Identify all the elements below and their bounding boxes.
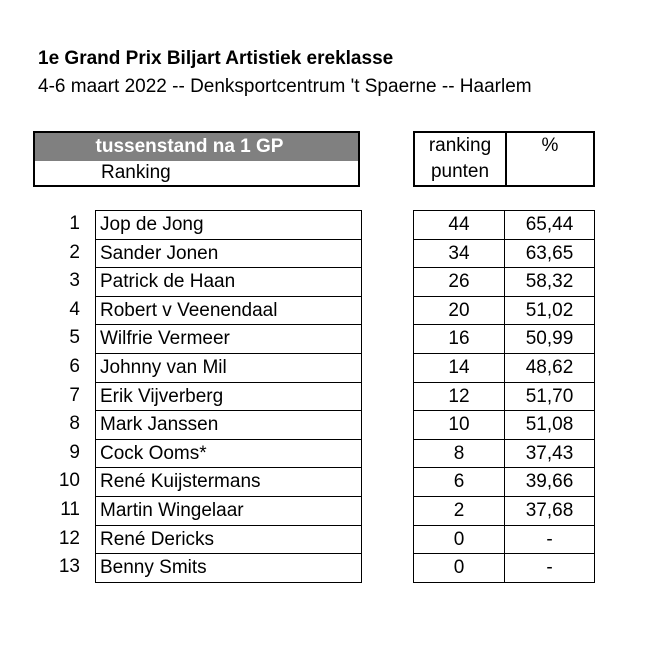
- percent-cell: 51,02: [525, 299, 574, 321]
- standing-header-title: tussenstand na 1 GP: [35, 133, 358, 161]
- percent-cell: 65,44: [525, 214, 574, 235]
- rank-cell: 7: [69, 384, 80, 406]
- percent-cell: 37,68: [525, 499, 574, 521]
- table-row: [414, 440, 594, 469]
- rank-cell: 12: [58, 527, 80, 549]
- player-name-cell: Sander Jonen: [96, 240, 361, 269]
- points-cell: 44: [414, 211, 505, 239]
- rank-cell: 2: [69, 241, 80, 263]
- table-row: [414, 211, 594, 240]
- points-header-line1: ranking: [428, 135, 492, 156]
- table-row: [414, 411, 594, 440]
- percent-cell: 51,70: [525, 385, 574, 407]
- page-title: 1e Grand Prix Biljart Artistiek ereklasse: [38, 48, 394, 69]
- points-cell: 34: [414, 240, 505, 268]
- player-name-cell: Wilfrie Vermeer: [96, 325, 361, 354]
- points-cell: 2: [414, 497, 505, 525]
- player-name-cell: René Dericks: [96, 526, 361, 555]
- points-cell: 20: [414, 297, 505, 325]
- points-cell: 16: [414, 325, 505, 353]
- points-header: [415, 133, 507, 185]
- player-name-cell: Johnny van Mil: [96, 354, 361, 383]
- player-name-cell: Cock Ooms*: [96, 440, 361, 469]
- rank-cell: 6: [69, 355, 80, 377]
- percent-cell: -: [546, 528, 553, 550]
- points-cell: 8: [414, 440, 505, 468]
- player-name-cell: Jop de Jong: [96, 211, 361, 240]
- percent-header: %: [541, 135, 559, 156]
- table-row: [414, 554, 594, 583]
- score-header: [413, 131, 595, 187]
- percent-cell: -: [546, 557, 553, 579]
- table-row: [414, 468, 594, 497]
- points-cell: 0: [414, 554, 505, 582]
- rank-cell: 10: [58, 470, 80, 492]
- percent-cell: 39,66: [525, 471, 574, 493]
- percent-cell: 63,65: [525, 242, 574, 264]
- table-row: [414, 240, 594, 269]
- table-row: [414, 325, 594, 354]
- points-cell: 6: [414, 468, 505, 496]
- points-cell: 12: [414, 383, 505, 411]
- player-name-cell: Benny Smits: [96, 554, 361, 583]
- player-name-cell: Patrick de Haan: [96, 268, 361, 297]
- rank-cell: 13: [58, 556, 80, 578]
- rank-column: [40, 210, 80, 582]
- table-row: [414, 268, 594, 297]
- rank-cell: 3: [69, 270, 80, 292]
- points-cell: 0: [414, 526, 505, 554]
- player-name-cell: Martin Wingelaar: [96, 497, 361, 526]
- table-row: [414, 497, 594, 526]
- points-header-line2: punten: [430, 161, 490, 182]
- ranking-header-label: Ranking: [101, 162, 171, 183]
- rank-cell: 9: [69, 441, 80, 463]
- percent-cell: 50,99: [525, 328, 574, 350]
- table-row: [414, 526, 594, 555]
- page-subtitle: 4-6 maart 2022 -- Denksportcentrum 't Spaerne -- Haarlem: [38, 76, 532, 97]
- score-column: [413, 210, 595, 583]
- player-name-cell: Mark Janssen: [96, 411, 361, 440]
- table-row: [414, 354, 594, 383]
- standing-header: [33, 131, 360, 187]
- rank-cell: 1: [69, 213, 80, 234]
- points-cell: 26: [414, 268, 505, 296]
- percent-cell: 58,32: [525, 271, 574, 293]
- name-column: [95, 210, 362, 583]
- points-cell: 14: [414, 354, 505, 382]
- player-name-cell: Robert v Veenendaal: [96, 297, 361, 326]
- rank-cell: 4: [69, 298, 80, 320]
- percent-cell: 48,62: [525, 356, 574, 378]
- rank-cell: 11: [60, 498, 80, 520]
- points-cell: 10: [414, 411, 505, 439]
- table-row: [414, 383, 594, 412]
- percent-cell: 37,43: [525, 442, 574, 464]
- rank-cell: 8: [69, 413, 80, 435]
- player-name-cell: Erik Vijverberg: [96, 383, 361, 412]
- table-row: [414, 297, 594, 326]
- percent-cell: 51,08: [525, 414, 574, 436]
- player-name-cell: René Kuijstermans: [96, 468, 361, 497]
- rank-cell: 5: [69, 327, 80, 349]
